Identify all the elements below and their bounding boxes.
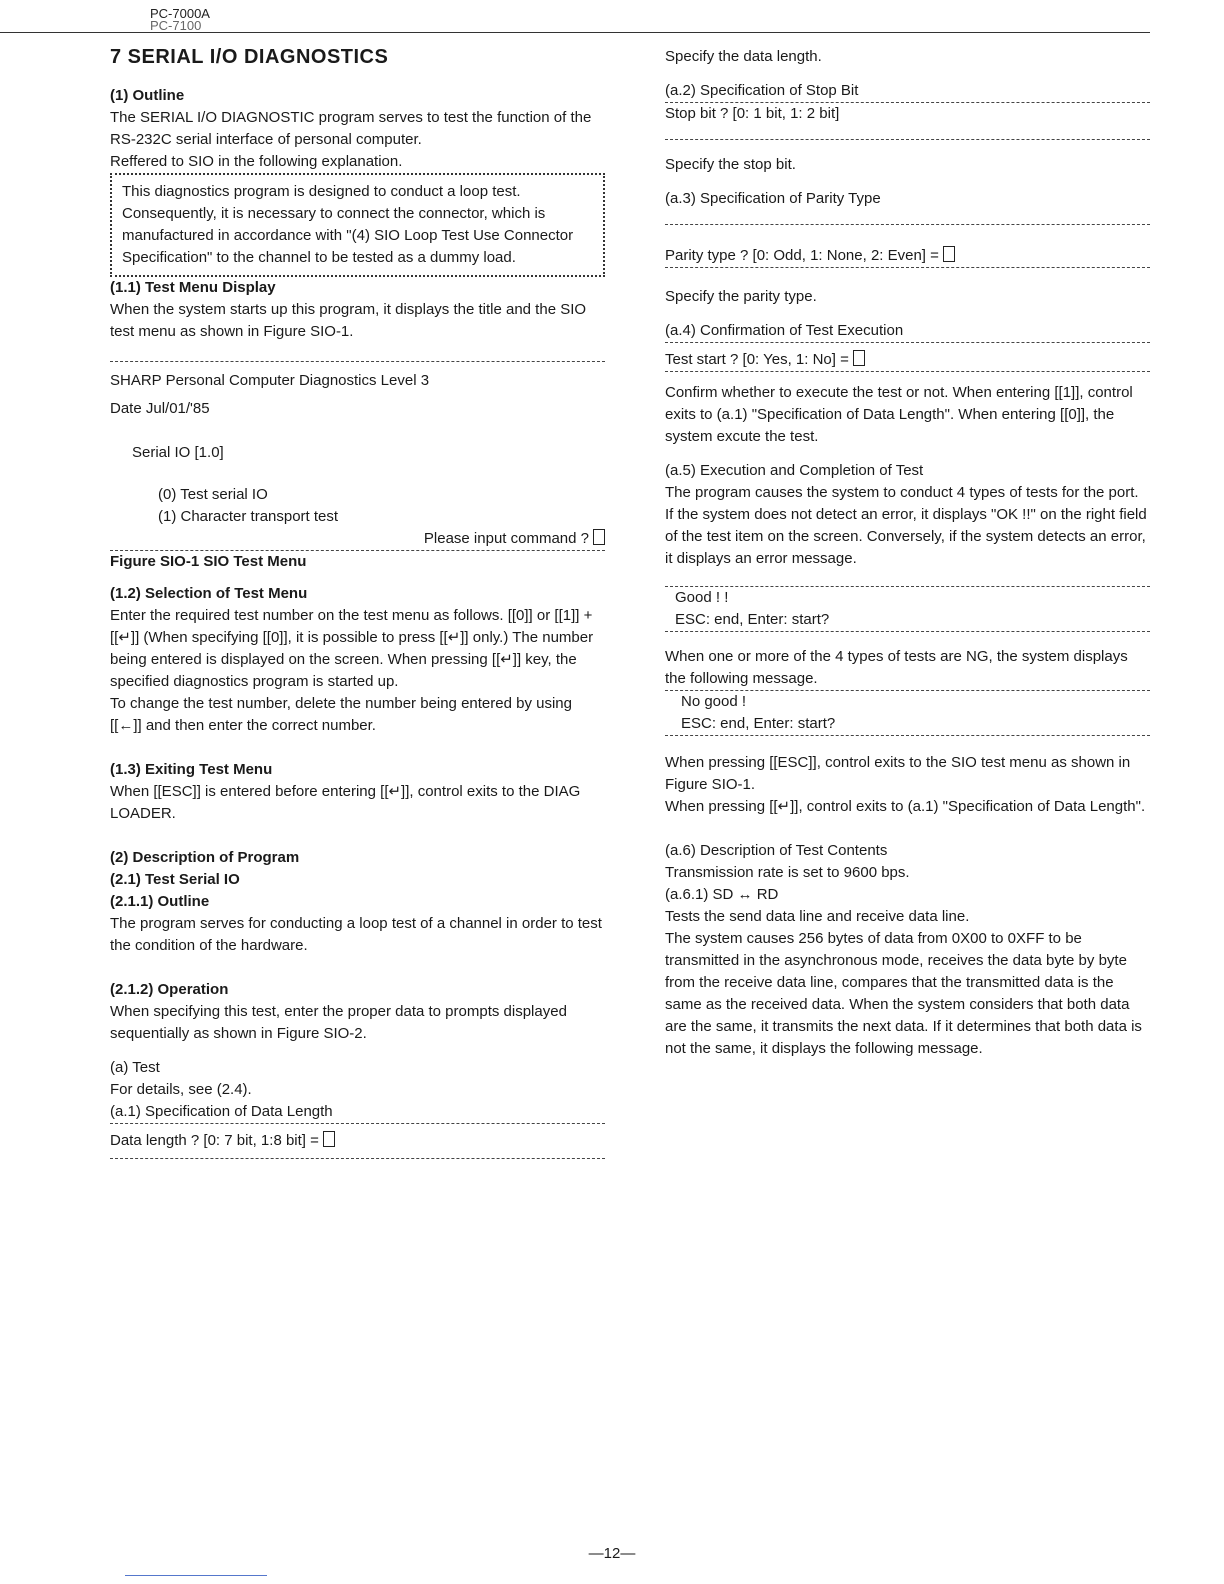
screen-divider — [665, 342, 1150, 343]
selection-paragraph-1: Enter the required test number on the test menu as follows. [[0]] or [[1]] + [[↵]] (When specifying [[0]], it is possible to press [[↵]] only.) The number being entered is displayed on the screen. When pressing [[↵]] key, the specified diagnostics program is started up. — [110, 607, 594, 690]
test-text: For details, see (2.4). — [110, 1081, 252, 1098]
transmission-rate-text: Transmission rate is set to 9600 bps. — [665, 864, 910, 881]
data-length-heading: (a.1) Specification of Data Length — [110, 1103, 333, 1120]
enter-text: When pressing [[↵]], control exits to (a.1) "Specification of Data Length". — [665, 798, 1146, 815]
menu-item-1: (1) Character transport test — [158, 508, 339, 525]
operation-heading: (2.1.2) Operation — [110, 981, 229, 998]
page-number: —12— — [588, 1545, 636, 1562]
program-description-heading: (2) Description of Program — [110, 849, 300, 866]
good-screen — [665, 587, 1150, 631]
cursor-icon — [593, 529, 605, 545]
parity-type-prompt: Parity type ? [0: Odd, 1: None, 2: Even] = — [665, 247, 939, 264]
outline-sub-heading: (2.1.1) Outline — [110, 893, 210, 910]
command-prompt — [110, 528, 605, 550]
screen-date: Date Jul/01/'85 — [110, 400, 210, 417]
test-menu-display-heading: (1.1) Test Menu Display — [110, 279, 276, 296]
left-column — [110, 46, 605, 1159]
figure-caption: Figure SIO-1 SIO Test Menu — [110, 553, 307, 570]
cursor-icon — [853, 350, 865, 366]
sio-test-menu-screen — [110, 362, 605, 550]
model-label-bottom: PC-7100 — [150, 18, 202, 33]
page-header — [150, 8, 210, 32]
test-serial-io-heading: (2.1) Test Serial IO — [110, 871, 240, 888]
exiting-heading: (1.3) Exiting Test Menu — [110, 761, 273, 778]
execution-text: The program causes the system to conduct 4 types of tests for the port. If the system does not detect an error, it displays "OK !!" on the right field of the test item on the screen. Conversely, if the system detects an error, it displays an error message. — [665, 484, 1147, 567]
no-good-message: No good ! — [681, 693, 747, 710]
ng-text: When one or more of the 4 types of tests are NG, the system displays the following message. — [665, 648, 1128, 687]
test-contents-heading: (a.6) Description of Test Contents — [665, 842, 888, 859]
screen-divider — [665, 735, 1150, 736]
cursor-icon — [323, 1131, 335, 1147]
confirmation-heading: (a.4) Confirmation of Test Execution — [665, 322, 904, 339]
esc-text: When pressing [[ESC]], control exits to the SIO test menu as shown in Figure SIO-1. — [665, 754, 1131, 793]
cursor-icon — [943, 246, 955, 262]
screen-divider — [110, 1158, 605, 1159]
screen-divider — [665, 631, 1150, 632]
test-menu-display-text: When the system starts up this program, it displays the title and the SIO test menu as shown in Figure SIO-1. — [110, 301, 587, 340]
selection-paragraph-2: To change the test number, delete the number being entered by using [[←]] and then enter the correct number. — [110, 695, 572, 734]
parity-type-heading: (a.3) Specification of Parity Type — [665, 190, 881, 207]
outline-heading: (1) Outline — [110, 87, 185, 104]
stop-bit-heading: (a.2) Specification of Stop Bit — [665, 82, 859, 99]
notice-box: This diagnostics program is designed to conduct a loop test. Consequently, it is necessary to connect the connector, which is manufactured in accordance with "(4) SIO Loop Test Use Connector Specification" to the channel to be tested as a dummy load. — [110, 173, 605, 277]
no-good-prompt: ESC: end, Enter: start? — [681, 715, 836, 732]
parity-type-screen — [665, 245, 1150, 267]
operation-text: When specifying this test, enter the proper data to prompts displayed sequentially as shown in Figure SIO-2. — [110, 1003, 567, 1042]
stop-bit-prompt: Stop bit ? [0: 1 bit, 1: 2 bit] — [665, 105, 840, 122]
stop-bit-text: Specify the stop bit. — [665, 156, 796, 173]
screen-divider — [665, 224, 1150, 225]
exiting-text: When [[ESC]] is entered before entering [[↵]], control exits to the DIAG LOADER. — [110, 783, 581, 822]
sd-rd-text-2: The system causes 256 bytes of data from 0X00 to 0XFF to be transmitted in the asynchronous mode, receives the data byte by byte from the receive data line, compares that the transmitted data is the same as the received data. When the system considers that both data are the same, it transmits the next data. If it determines that both data is not the same, it displays the following message. — [665, 930, 1142, 1057]
right-column — [665, 46, 1150, 1060]
section-title: 7 SERIAL I/O DIAGNOSTICS — [110, 46, 389, 68]
screen-divider — [665, 139, 1150, 140]
execution-heading: (a.5) Execution and Completion of Test — [665, 462, 924, 479]
header-rule — [0, 32, 1150, 33]
test-start-prompt: Test start ? [0: Yes, 1: No] = — [665, 351, 849, 368]
parity-type-text: Specify the parity type. — [665, 288, 817, 305]
data-length-prompt: Data length ? [0: 7 bit, 1:8 bit] = — [110, 1132, 319, 1149]
screen-divider — [665, 267, 1150, 268]
confirmation-text: Confirm whether to execute the test or not. When entering [[1]], control exits to (a.1) "Specification of Data Length". When entering [[0]], the system excute the test. — [665, 384, 1133, 445]
screen-divider — [665, 371, 1150, 372]
outline-paragraph-2: Reffered to SIO in the following explanation. — [110, 153, 403, 170]
model-label-top: PC-7000A — [150, 6, 210, 21]
screen-title: SHARP Personal Computer Diagnostics Level 3 — [110, 372, 430, 389]
sd-rd-text-1: Tests the send data line and receive data line. — [665, 908, 970, 925]
footer-line — [125, 1575, 267, 1576]
selection-heading: (1.2) Selection of Test Menu — [110, 585, 308, 602]
outline-sub-text: The program serves for conducting a loop test of a channel in order to test the condition of the hardware. — [110, 915, 602, 954]
data-length-screen — [110, 1124, 605, 1158]
sd-rd-heading: (a.6.1) SD ↔ RD — [665, 886, 779, 903]
good-prompt: ESC: end, Enter: start? — [675, 611, 830, 628]
no-good-screen — [665, 691, 1150, 735]
menu-item-0: (0) Test serial IO — [158, 486, 268, 503]
outline-paragraph-1: The SERIAL I/O DIAGNOSTIC program serves to test the function of the RS-232C serial interface of personal computer. — [110, 109, 592, 148]
good-message: Good ! ! — [675, 589, 729, 606]
test-heading: (a) Test — [110, 1059, 160, 1076]
screen-serial-version: Serial IO [1.0] — [132, 444, 224, 461]
command-prompt-text: Please input command ? — [423, 530, 589, 547]
test-start-screen — [665, 349, 1150, 371]
specify-data-length-text: Specify the data length. — [665, 48, 822, 65]
